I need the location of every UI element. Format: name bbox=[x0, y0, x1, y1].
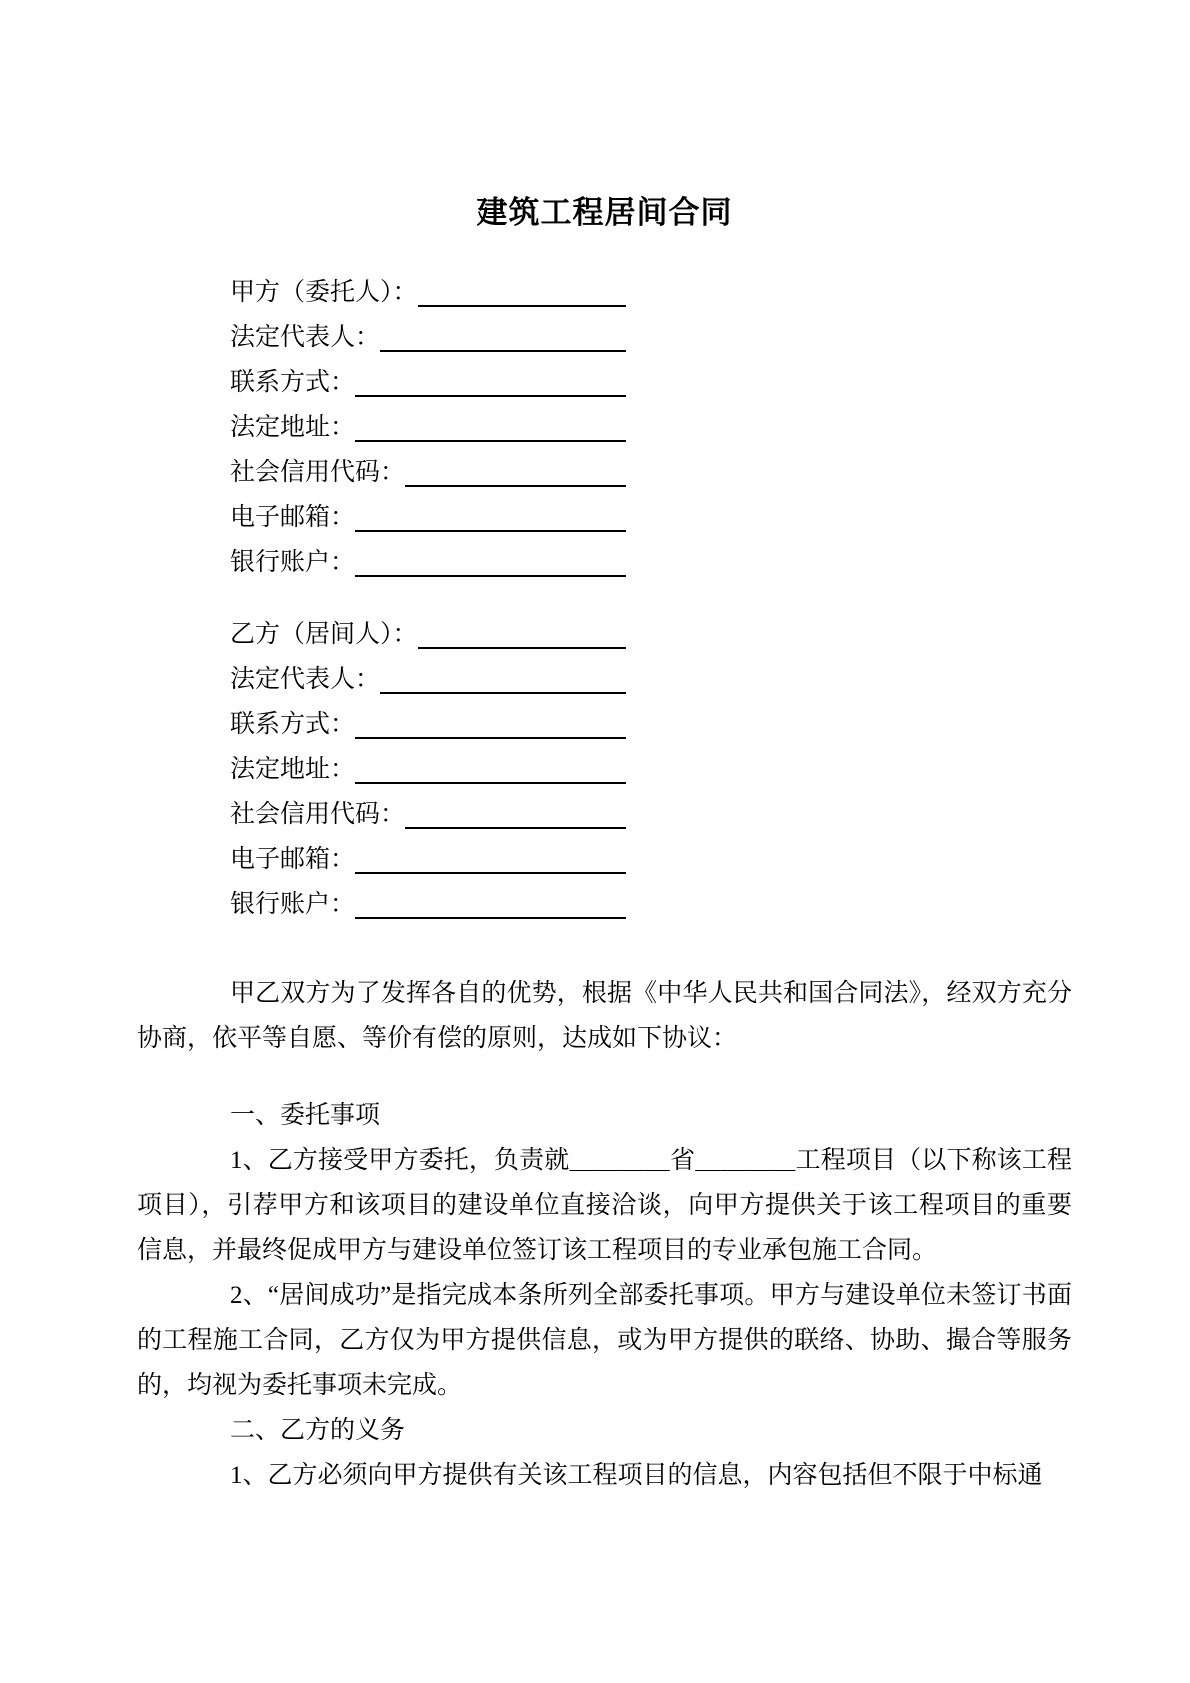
field-label-legal-address: 法定地址： bbox=[230, 414, 356, 441]
field-row-party-b-legal-representative bbox=[230, 657, 626, 702]
fill-in-blank-line bbox=[380, 350, 626, 352]
fill-in-blank-line bbox=[405, 827, 626, 829]
fill-in-blank-line bbox=[355, 872, 626, 874]
fill-in-blank-line bbox=[418, 647, 626, 649]
fill-in-blank-line bbox=[355, 395, 626, 397]
field-row-party-a-name bbox=[230, 270, 626, 315]
field-label-contact: 联系方式： bbox=[230, 369, 356, 396]
field-row-party-b-bank-account bbox=[230, 882, 626, 927]
clause-paragraph: 1、乙方接受甲方委托，负责就＿＿＿＿省＿＿＿＿工程项目（以下称该工程项目），引荐甲方和该项目的建设单位直接洽谈，向甲方提供关于该工程项目的重要信息，并最终促成甲方与建设单位签订该工程项目的专业承包施工合同。 bbox=[137, 1147, 1072, 1264]
fill-in-blank-line bbox=[418, 305, 626, 307]
document-title: 建筑工程居间合同 bbox=[476, 195, 733, 230]
section-heading-2: 二、乙方的义务 bbox=[230, 1417, 406, 1444]
clause-paragraph-truncated: 1、乙方必须向甲方提供有关该工程项目的信息，内容包括但不限于中标通 bbox=[230, 1462, 1043, 1489]
field-row-party-b-contact bbox=[230, 702, 626, 747]
field-row-party-b-legal-address bbox=[230, 747, 626, 792]
field-label-credit-code: 社会信用代码： bbox=[230, 459, 406, 486]
preamble-paragraph: 甲乙双方为了发挥各自的优势，根据《中华人民共和国合同法》，经双方充分协商，依平等自愿、等价有偿的原则，达成如下协议： bbox=[137, 980, 1072, 1052]
field-label-bank-account: 银行账户： bbox=[230, 891, 356, 918]
field-row-party-a-bank-account bbox=[230, 540, 626, 585]
fill-in-blank-line bbox=[355, 530, 626, 532]
field-label-legal-address: 法定地址： bbox=[230, 756, 356, 783]
contract-body bbox=[137, 1093, 1072, 1498]
fill-in-blank-line bbox=[355, 782, 626, 784]
field-row-party-a-legal-address bbox=[230, 405, 626, 450]
fill-in-blank-line bbox=[355, 737, 626, 739]
party-b-info-block bbox=[230, 612, 1072, 927]
field-label-legal-representative: 法定代表人： bbox=[230, 324, 381, 351]
field-label-legal-representative: 法定代表人： bbox=[230, 666, 381, 693]
field-row-party-a-legal-representative bbox=[230, 315, 626, 360]
fill-in-blank-line bbox=[355, 917, 626, 919]
field-label-email: 电子邮箱： bbox=[230, 504, 356, 531]
field-row-party-b-name bbox=[230, 612, 626, 657]
clause-paragraph: 2、“居间成功”是指完成本条所列全部委托事项。甲方与建设单位未签订书面的工程施工合同，乙方仅为甲方提供信息，或为甲方提供的联络、协助、撮合等服务的，均视为委托事项未完成。 bbox=[137, 1282, 1072, 1399]
section-heading-1: 一、委托事项 bbox=[230, 1102, 381, 1129]
field-label-bank-account: 银行账户： bbox=[230, 549, 356, 576]
field-label-party-a-name: 甲方（委托人）： bbox=[230, 279, 418, 306]
field-row-party-b-email bbox=[230, 837, 626, 882]
fill-in-blank-line bbox=[355, 440, 626, 442]
field-row-party-a-credit-code bbox=[230, 450, 626, 495]
field-label-credit-code: 社会信用代码： bbox=[230, 801, 406, 828]
fill-in-blank-line bbox=[355, 575, 626, 577]
fill-in-blank-line bbox=[380, 692, 626, 694]
field-label-party-b-name: 乙方（居间人）： bbox=[230, 621, 418, 648]
field-row-party-b-credit-code bbox=[230, 792, 626, 837]
fill-in-blank-line bbox=[405, 485, 626, 487]
party-a-info-block bbox=[230, 270, 1072, 585]
field-label-email: 电子邮箱： bbox=[230, 846, 356, 873]
field-row-party-a-contact bbox=[230, 360, 626, 405]
field-label-contact: 联系方式： bbox=[230, 711, 356, 738]
field-row-party-a-email bbox=[230, 495, 626, 540]
